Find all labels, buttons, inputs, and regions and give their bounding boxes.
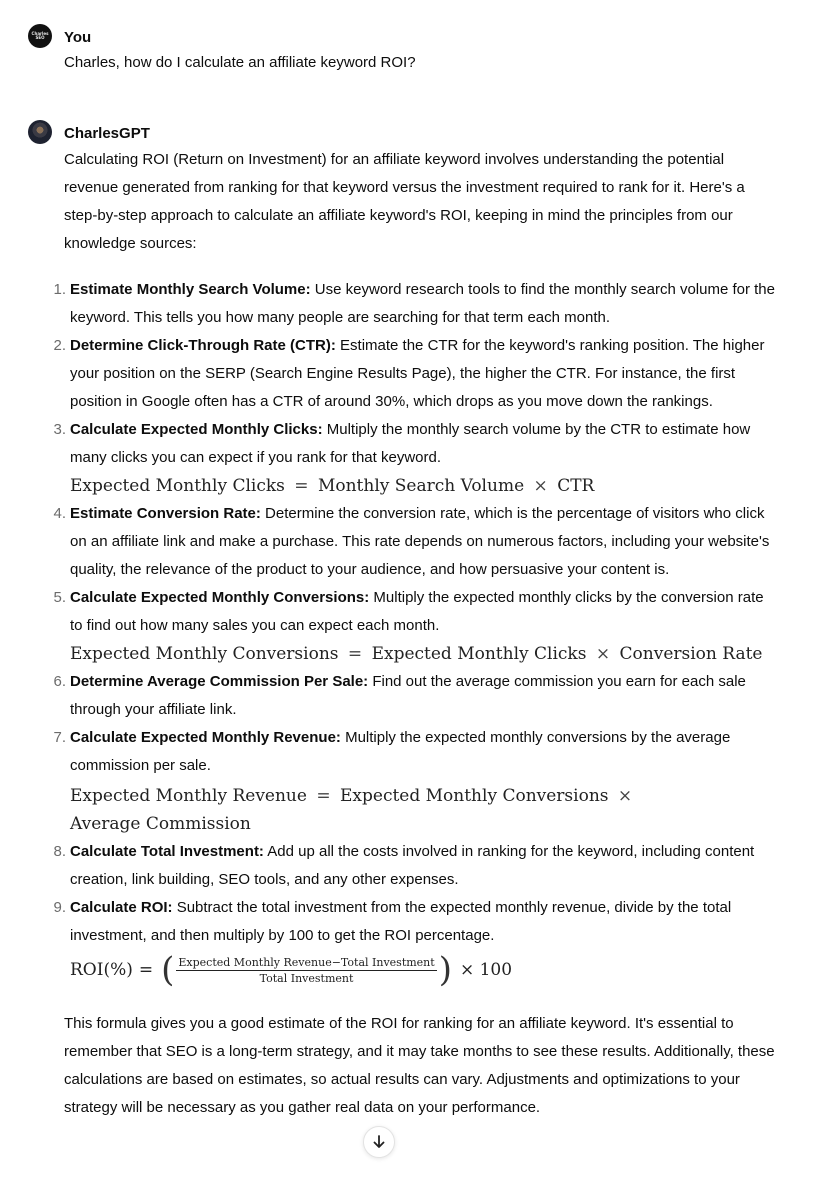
list-item-number: 1.	[53, 281, 66, 298]
list-item	[53, 894, 780, 990]
list-item-number: 7.	[53, 729, 66, 746]
list-item	[53, 724, 780, 838]
user-message-text: Charles, how do I calculate an affiliate keyword ROI?	[64, 54, 416, 71]
formula-equals: =	[316, 786, 331, 806]
formula-operator: ×	[617, 786, 633, 806]
clicks-formula	[70, 472, 780, 500]
formula-lhs: Expected Monthly Revenue	[70, 786, 307, 806]
formula-term: CTR	[557, 476, 595, 496]
list-item-number: 2.	[53, 337, 66, 354]
formula-operator: ×	[533, 476, 548, 496]
list-item	[53, 500, 780, 584]
list-item-text: Use keyword research tools to find the monthly search volume for the keyword. This tells you how many people are searching for that term each month.	[70, 281, 775, 326]
formula-equals: =	[294, 476, 309, 496]
user-avatar	[28, 24, 52, 48]
list-item	[53, 668, 780, 724]
list-item-title: Calculate Total Investment:	[70, 843, 264, 860]
list-item-title: Calculate Expected Monthly Revenue:	[70, 729, 341, 746]
formula-operator: ×	[595, 644, 611, 664]
formula-term: Conversion Rate	[619, 644, 763, 664]
assistant-closing: This formula gives you a good estimate of the ROI for ranking for an affiliate keyword. It's essential to remember that SEO is a long-term strategy, and it may take months to see these results. Additionally, these calculations are based on estimates, so actual results can vary. Adjustments and optimizations to your strategy will be necessary as you gather real data on your performance.	[64, 1015, 775, 1116]
list-item-title: Calculate Expected Monthly Clicks:	[70, 421, 323, 438]
assistant-message-body	[53, 124, 780, 1122]
list-item-title: Determine Average Commission Per Sale:	[70, 673, 369, 690]
formula-lhs: Expected Monthly Conversions	[70, 644, 339, 664]
list-item-title: Calculate Expected Monthly Conversions:	[70, 589, 370, 606]
list-item-text: Multiply the expected monthly conversions by the average commission per sale.	[70, 729, 731, 774]
formula-term: Expected Monthly Clicks	[371, 644, 587, 664]
list-item	[53, 584, 780, 668]
user-author-name: You	[64, 29, 92, 46]
revenue-formula	[70, 782, 780, 838]
list-item-number: 8.	[53, 843, 66, 860]
user-message	[28, 24, 780, 74]
formula-multiplier: × 100	[459, 960, 513, 980]
list-item-title: Determine Click-Through Rate (CTR):	[70, 337, 336, 354]
list-item-number: 4.	[53, 505, 66, 522]
formula-term: Monthly Search Volume	[317, 476, 525, 496]
user-avatar-logo: Charles SEO	[31, 31, 49, 40]
formula-lhs: Expected Monthly Clicks	[70, 476, 285, 496]
list-item-text: Find out the average commission you earn for each sale through your affiliate link.	[70, 673, 746, 718]
formula-equals: =	[347, 644, 363, 664]
formula-equals: =	[138, 960, 154, 980]
list-item-title: Estimate Conversion Rate:	[70, 505, 261, 522]
list-item-title: Estimate Monthly Search Volume:	[70, 281, 311, 298]
list-item-text: Subtract the total investment from the expected monthly revenue, divide by the total investment, and then multiply by 100 to get the ROI percentage.	[70, 899, 732, 944]
list-item-title: Calculate ROI:	[70, 899, 173, 916]
list-item-text: Determine the conversion rate, which is the percentage of visitors who click on an affiliate link and make a purchase. This rate depends on numerous factors, including your website's quality, the relevance of the product to your audience, and how persuasive your content is.	[70, 505, 770, 578]
list-item-number: 9.	[53, 899, 66, 916]
formula-term: Average Commission	[70, 814, 251, 834]
assistant-message	[28, 120, 780, 1122]
assistant-intro: Calculating ROI (Return on Investment) for an affiliate keyword involves understanding the potential revenue generated from ranking for that keyword versus the investment required to rank for it. Here's a step-by-step approach to calculate an affiliate keyword's ROI, keeping in mind the principles from our knowledge sources:	[64, 151, 745, 252]
fraction-numerator: Expected Monthly Revenue−Total Investment	[178, 955, 435, 969]
roi-formula	[70, 950, 780, 990]
fraction-denominator: Total Investment	[259, 971, 354, 985]
list-item-number: 6.	[53, 673, 66, 690]
roi-fraction	[176, 956, 436, 985]
list-item	[53, 276, 780, 332]
formula-term: Expected Monthly Conversions	[340, 786, 609, 806]
list-item-number: 5.	[53, 589, 66, 606]
user-message-body	[64, 28, 780, 74]
list-item-number: 3.	[53, 421, 66, 438]
list-item-text: Estimate the CTR for the keyword's ranking position. The higher your position on the SERP (Search Engine Results Page), the higher the CTR. For instance, the first position in Google often has a CTR of around 30%, which drops as you move down the rankings.	[70, 337, 765, 410]
conversions-formula	[70, 640, 780, 668]
list-item	[53, 416, 780, 500]
assistant-avatar	[28, 120, 52, 144]
assistant-author-name: CharlesGPT	[64, 125, 150, 142]
formula-lhs: ROI(%)	[70, 960, 133, 980]
list-item	[53, 332, 780, 416]
scroll-to-bottom-button[interactable]	[363, 1126, 395, 1158]
arrow-down-icon	[371, 1134, 387, 1150]
list-item-text: Multiply the expected monthly clicks by the conversion rate to find out how many sales you can expect each month.	[70, 589, 764, 634]
list-item-text: Multiply the monthly search volume by the CTR to estimate how many clicks you can expect if you rank for that keyword.	[70, 421, 751, 466]
open-paren: (	[161, 950, 175, 990]
list-item	[53, 838, 780, 894]
list-item-text: Add up all the costs involved in ranking for the keyword, including content creation, link building, SEO tools, and any other expenses.	[70, 843, 755, 888]
steps-list	[53, 276, 780, 990]
close-paren: )	[438, 950, 452, 990]
